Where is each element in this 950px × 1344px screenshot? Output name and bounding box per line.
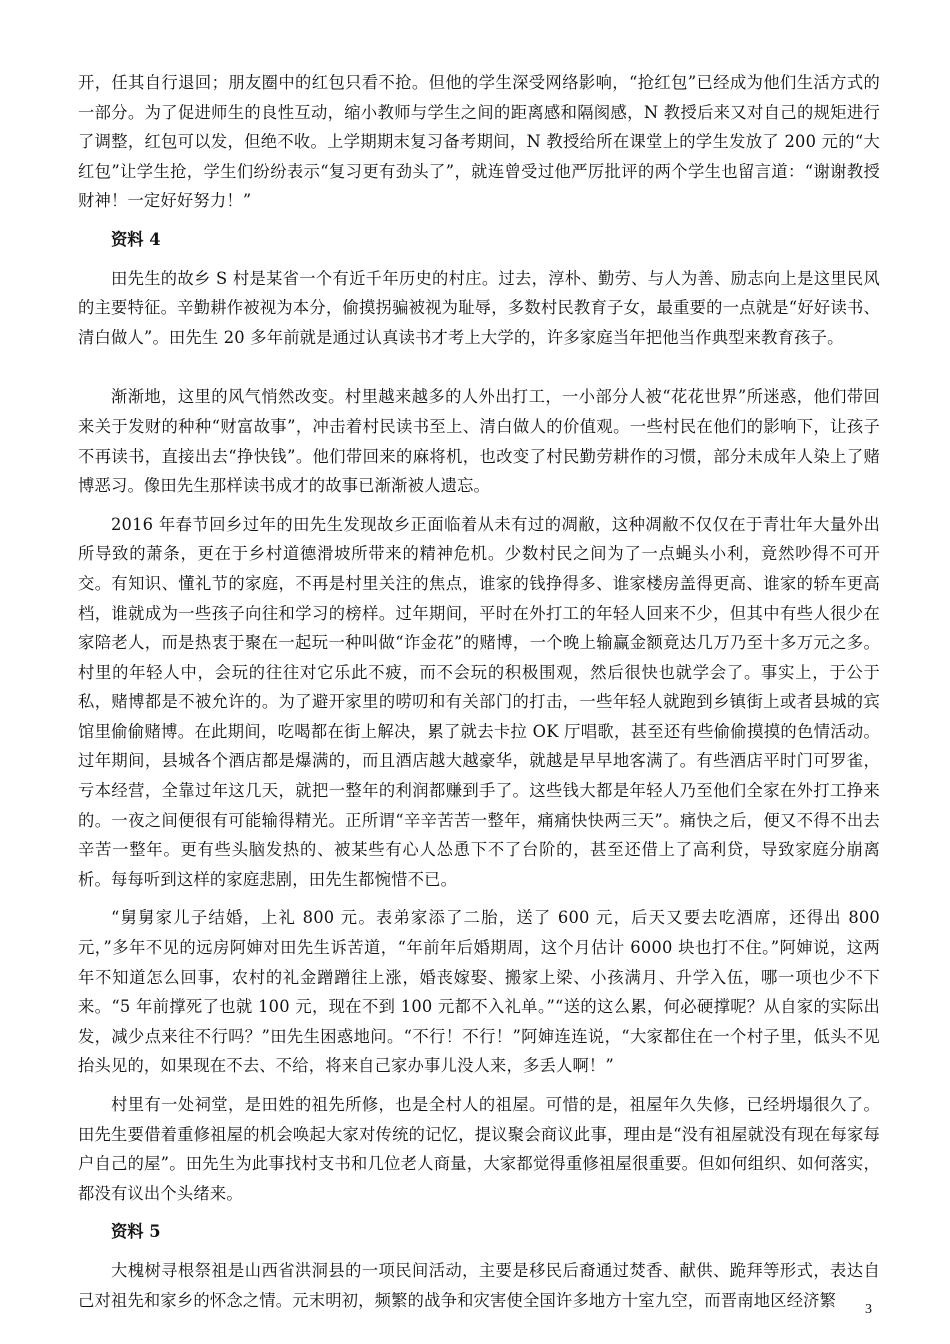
paragraph-ancestral-hall: 村里有一处祠堂，是田姓的祖先所修，也是全村人的祖屋。可惜的是，祖屋年久失修，已经坍塌很久了。田先生要借着重修祖屋的机会唤起大家对传统的记忆，提议聚会商议此事，理由是“没有祖屋就没有现在每家每户自己的屋”。田先生为此事找村支书和几位老人商量，大家都觉得重修祖屋很重要。但如何组织、如何落实，都没有议出个头绪来。 bbox=[78, 1095, 880, 1203]
document-page bbox=[78, 68, 880, 1315]
paragraph-continued: 开，任其自行退回；朋友圈中的红包只看不抢。但他的学生深受网络影响，“抢红包”已经成为他们生活方式的一部分。为了促进师生的良性互动，缩小教师与学生之间的距离感和隔阂感，N 教授后来又对自己的规矩进行了调整，红包可以发，但绝不收。上学期期末复习备考期间，N 教授给所在课堂上的学生发放了 200 元的“大红包”让学生抢，学生们纷纷表示“复习更有劲头了”，就连曾受过他严厉批评的两个学生也留言道：“谢谢教授财神！一定好好努力！” bbox=[78, 73, 880, 211]
paragraph-locust-tree-ancestor-worship: 大槐树寻根祭祖是山西省洪洞县的一项民间活动，主要是移民后裔通过焚香、献供、跪拜等形式，表达自己对祖先和家乡的怀念之情。元末明初，频繁的战争和灾害使全国许多地方十室九空，而晋南地区经济繁 bbox=[78, 1260, 880, 1310]
paragraph-gift-money: “舅舅家儿子结婚，上礼 800 元。表弟家添了二胎，送了 600 元，后天又要去吃酒席，还得出 800 元，”多年不见的远房阿婶对田先生诉苦道，“年前年后婚期周，这个月估计 6000 块也打不住。”阿婶说，这两年不知道怎么回事，农村的礼金蹭蹭往上涨，婚丧嫁娶、搬家上梁、小孩满月、升学入伍，哪一项也少不下来。“5 年前撑死了也就 100 元，现在不到 100 元都不入礼单。”“送的这么累，何必硬撑呢？从自家的实际出发，减少点来往不行吗？”田先生困惑地问。“不行！不行！”阿婶连连说，“大家都住在一个村子里，低头不见抬头见的，如果现在不去、不给，将来自己家办事儿没人来，多丢人啊！” bbox=[78, 908, 880, 1076]
section-heading-material-5: 资料 5 bbox=[111, 1222, 161, 1242]
paragraph-village-history: 田先生的故乡 S 村是某省一个有近千年历史的村庄。过去，淳朴、勤劳、与人为善、励志向上是这里民风的主要特征。辛勤耕作被视为本分，偷摸拐骗被视为耻辱，多数村民教育子女，最重要的一点就是“好好读书、清白做人”。田先生 20 多年前就是通过认真读书才考上大学的，许多家庭当年把他当作典型来教育孩子。 bbox=[78, 268, 880, 347]
paragraph-spring-festival-gambling: 2016 年春节回乡过年的田先生发现故乡正面临着从未有过的凋敝，这种凋敝不仅仅在于青壮年大量外出所导致的萧条，更在于乡村道德滑坡所带来的精神危机。少数村民之间为了一点蝇头小利，竟然吵得不可开交。有知识、懂礼节的家庭，不再是村里关注的焦点，谁家的钱挣得多、谁家楼房盖得更高、谁家的轿车更高档，谁就成为一些孩子向往和学习的榜样。过年期间，平时在外打工的年轻人回来不少，但其中有些人很少在家陪老人，而是热衷于聚在一起玩一种叫做“诈金花”的赌博，一个晚上输赢金额竟达几万乃至十多万元之多。村里的年轻人中，会玩的往往对它乐此不疲，而不会玩的积极围观，然后很快也就学会了。事实上，于公于私，赌博都是不被允许的。为了避开家里的唠叨和有关部门的打击，一些年轻人就跑到乡镇街上或者县城的宾馆里偷偷赌博。在此期间，吃喝都在街上解决，累了就去卡拉 OK 厅唱歌，甚至还有些偷偷摸摸的色情活动。过年期间，县城各个酒店都是爆满的，而且酒店越大越豪华，就越是早早地客满了。有些酒店平时门可罗雀，亏本经营，全靠过年这几天，就把一整年的利润都赚到手了。这些钱大都是年轻人乃至他们全家在外打工挣来的。一夜之间便很有可能输得精光。正所谓“辛辛苦苦一整年，痛痛快快两三天”。痛快之后，便又不得不出去辛苦一整年。更有些头脑发热的、被某些有心人怂恿下不了台阶的，甚至还借上了高利贷，导致家庭分崩离析。每每听到这样的家庭悲剧，田先生都惋惜不已。 bbox=[78, 514, 880, 889]
page-number: 3 bbox=[865, 1302, 872, 1317]
paragraph-changing-customs: 渐渐地，这里的风气悄然改变。村里越来越多的人外出打工，一小部分人被“花花世界”所迷惑，他们带回来关于发财的种种“财富故事”，冲击着村民读书至上、清白做人的价值观。一些村民在他们的影响下，让孩子不再读书，直接出去“挣快钱”。他们带回来的麻将机，也改变了村民勤劳耕作的习惯，部分未成年人染上了赌博恶习。像田先生那样读书成才的故事已渐渐被人遗忘。 bbox=[78, 387, 880, 496]
section-heading-material-4: 资料 4 bbox=[111, 229, 161, 249]
